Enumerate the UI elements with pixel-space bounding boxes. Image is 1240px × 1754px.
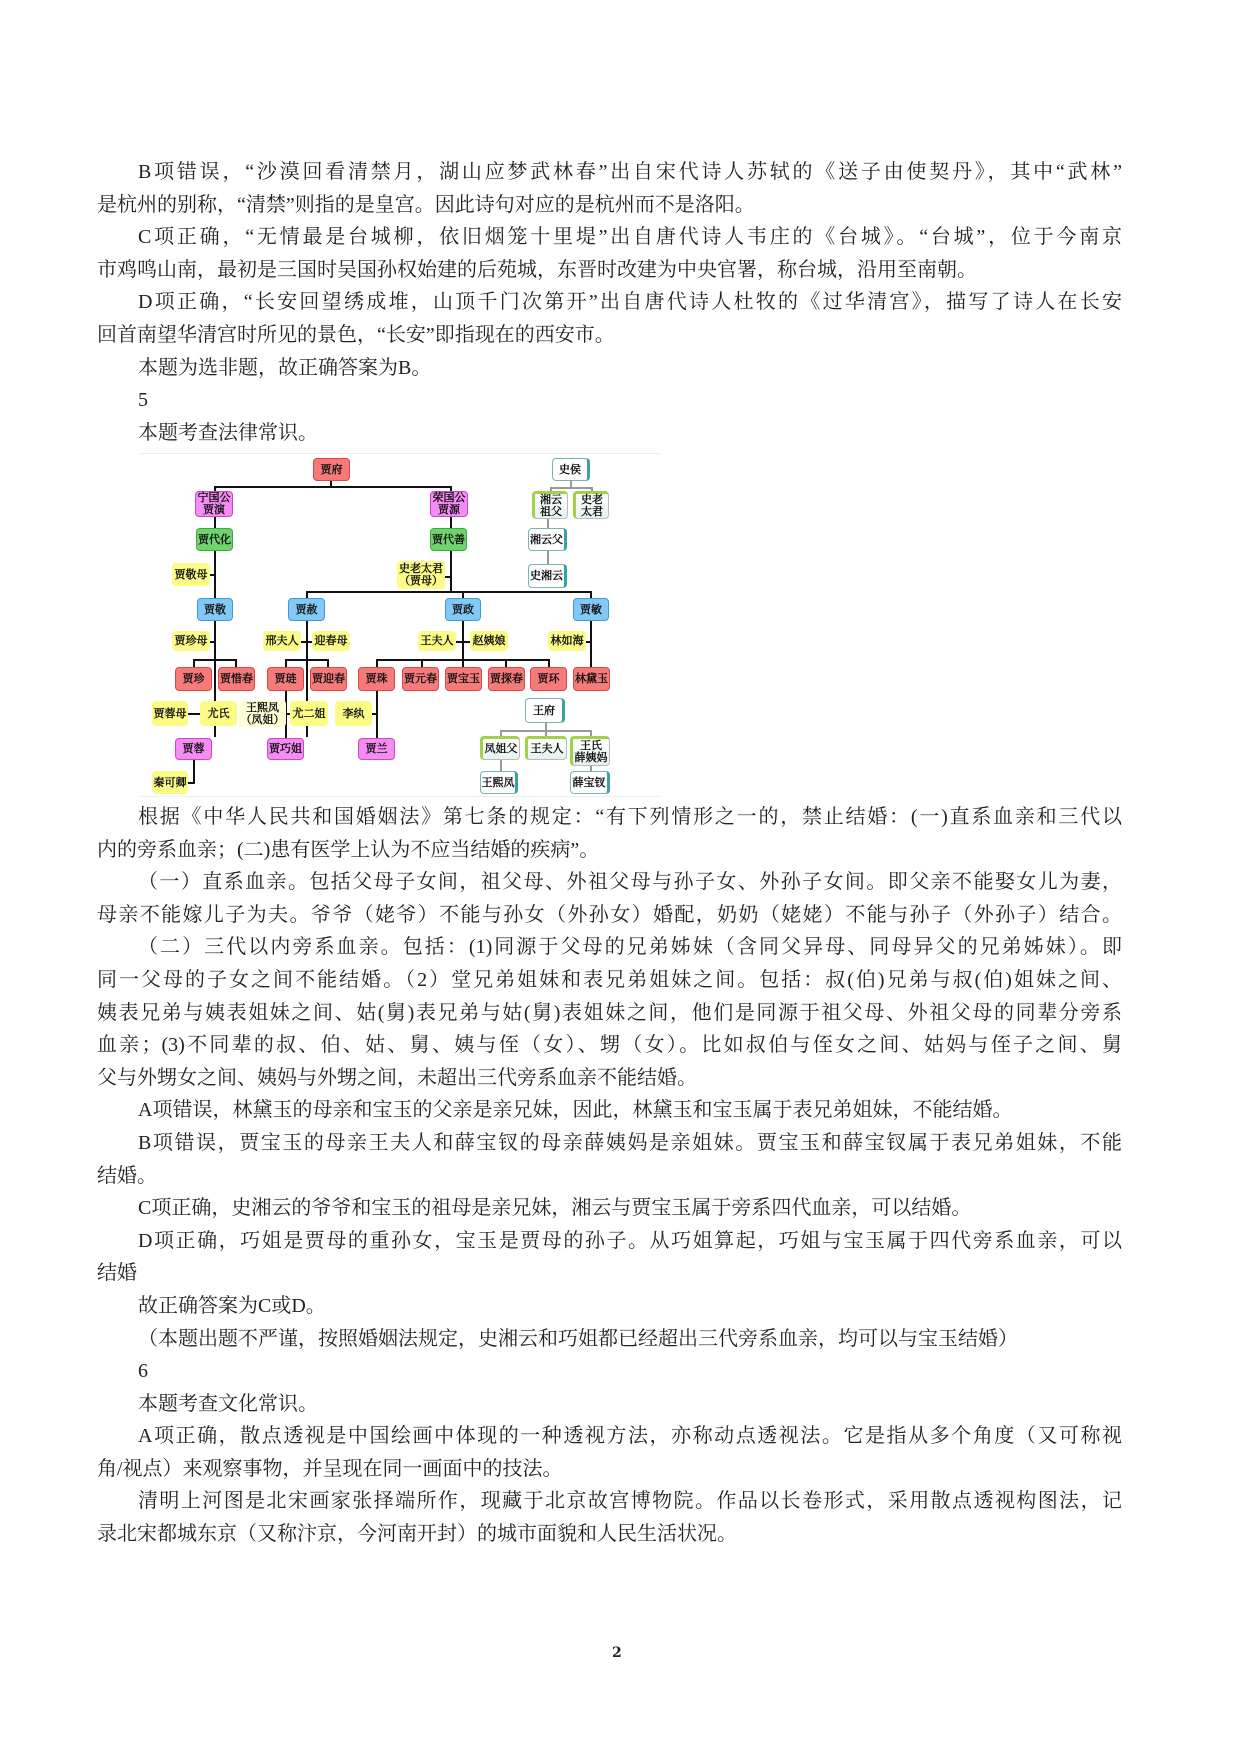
text-line: 清明上河图是北宋画家张择端所作，现藏于北京故宫博物院。作品以长卷形式，采用散点透视构图法，记 [138,1490,1122,1513]
node-wang-fu: 王府 [525,698,565,723]
text-line: C项正确，史湘云的爷爷和宝玉的祖母是亲兄妹，湘云与贾宝玉属于旁系四代血亲，可以结婚。 [138,1197,972,1220]
node-you-shi: 尤氏 [200,701,237,726]
text-line: 根据《中华人民共和国婚姻法》第七条的规定：“有下列情形之一的，禁止结婚：(一)直系血亲和三代以 [138,806,1122,828]
node-li-wan: 李纨 [335,701,372,726]
node-wang-xifeng: 王熙凤 [480,771,518,794]
node-xiangyun-grandfather: 湘云 祖父 [532,491,568,519]
text-line: （本题出题不严谨，按照婚姻法规定，史湘云和巧姐都已经超出三代旁系血亲，均可以与宝玉结婚） [138,1327,1018,1350]
text-line: 录北宋都城东京（又称汴京，今河南开封）的城市面貌和人民生活状况。 [97,1523,737,1546]
node-lady-wang-2: 王夫人 [525,736,567,760]
node-xue-baochai: 薛宝钗 [570,771,610,794]
node-jia-jing-mother: 贾敬母 [172,563,210,586]
text-line: 本题考查法律常识。 [138,421,318,444]
text-line: 本题考查文化常识。 [138,1392,318,1415]
page-number: 2 [612,1645,622,1661]
node-jia-huan: 贾环 [530,667,567,691]
node-shi-laotaijun: 史老 太君 [573,491,609,519]
text-line: （一）直系血亲。包括父母子女间，祖父母、外祖父母与孙子女、外孙子女间。即父亲不能娶女儿为妻， [138,871,1122,894]
text-line: B项错误，贾宝玉的母亲王夫人和薛宝钗的母亲薛姨妈是亲姐妹。贾宝玉和薛宝钗属于表兄弟姐妹，不能 [138,1131,1122,1154]
node-jia-daishan: 贾代善 [430,528,467,551]
text-line: 结婚 [97,1262,137,1285]
node-jia-yuanchun: 贾元春 [402,667,439,691]
node-shi-hou: 史侯 [552,458,590,481]
text-line: 角/视点）来观察事物，并呈现在同一画面中的技法。 [97,1457,563,1480]
node-ningguogong: 宁国公 贾演 [195,491,233,517]
node-wang-xifeng-fengjie: 王熙凤 （凤姐） [240,700,285,726]
node-jia-rong-mother: 贾蓉母 [152,701,188,726]
node-jia-lian: 贾琏 [267,667,304,691]
text-line: 故正确答案为C或D。 [138,1294,326,1317]
question-number: 5 [138,389,148,412]
node-jia-zhen-mother: 贾珍母 [172,631,210,651]
node-qin-keqing: 秦可卿 [152,771,188,794]
node-jia-jing: 贾敬 [197,598,233,621]
node-jia-xichun: 贾惜春 [218,667,255,691]
node-jia-yingchun: 贾迎春 [310,667,347,691]
answer-text-top [97,156,1122,449]
text-line: 血亲；(3)不同辈的叔、伯、姑、舅、姨与侄（女）、甥（女）。比如叔伯与侄女之间、姑妈与侄子之间、舅 [97,1034,1122,1057]
node-jia-zheng: 贾政 [445,598,481,621]
text-line: C项正确，“无情最是台城柳，依旧烟笼十里堤”出自唐代诗人韦庄的《台城》。“台城”，位于今南京 [138,226,1122,249]
text-line: 是杭州的别称，“清禁”则指的是皇宫。因此诗句对应的是杭州而不是洛阳。 [97,193,755,216]
node-you-erjie: 尤二姐 [290,701,328,726]
text-line: 本题为选非题，故正确答案为B。 [138,356,432,379]
node-jia-min: 贾敏 [573,598,609,621]
family-tree-diagram [140,453,660,797]
node-lady-xing: 邢夫人 [263,631,301,651]
node-rongguogong: 荣国公 贾源 [430,491,468,517]
node-jia-daihua: 贾代化 [196,528,233,551]
node-yingchun-mother: 迎春母 [312,631,350,651]
node-fengjie-father: 凤姐父 [480,736,520,760]
node-jia-zhen: 贾珍 [175,667,212,691]
text-line: A项正确，散点透视是中国绘画中体现的一种透视方法，亦称动点透视法。它是指从多个角度（又可称视 [138,1425,1122,1448]
text-line: 市鸡鸣山南，最初是三国时吴国孙权始建的后苑城，东晋时改建为中央官署，称台城，沿用至南朝。 [97,258,977,281]
node-jia-baoyu: 贾宝玉 [445,667,482,691]
text-line: 母亲不能嫁儿子为夫。爷爷（姥爷）不能与孙女（外孙女）婚配，奶奶（姥姥）不能与孙子（外孙子）结合。 [97,903,1122,926]
node-jia-zhu: 贾珠 [358,667,395,691]
text-line: B项错误，“沙漠回看清禁月，湖山应梦武林春”出自宋代诗人苏轼的《送子由使契丹》，其中“武林” [138,161,1122,183]
node-jia-qiaojie: 贾巧姐 [267,738,304,760]
text-line: D项正确，巧姐是贾母的重孙女，宝玉是贾母的孙子。从巧姐算起，巧姐与宝玉属于四代旁系血亲，可以 [138,1229,1122,1252]
question-number: 6 [138,1360,148,1383]
node-jia-lan: 贾兰 [358,738,395,760]
text-line: 姨表兄弟与姨表姐妹之间、姑(舅)表兄弟与姑(舅)表姐妹之间，他们是同源于祖父母、外祖父母的同辈分旁系 [97,1001,1122,1024]
node-concubine-zhao: 赵姨娘 [470,631,508,651]
text-line: A项错误，林黛玉的母亲和宝玉的父亲是亲兄妹，因此，林黛玉和宝玉属于表兄弟姐妹，不能结婚。 [138,1099,1013,1122]
node-jia-tanchun: 贾探春 [488,667,525,691]
text-line: 结婚。 [97,1164,157,1187]
node-jia-fu: 贾府 [313,458,350,481]
text-line: 内的旁系血亲；(二)患有医学上认为不应当结婚的疾病”。 [97,838,600,861]
answer-text-bottom [97,801,1122,1551]
node-grandmother-jia: 史老太君 （贾母） [399,562,443,587]
text-line: （二）三代以内旁系血亲。包括：(1)同源于父母的兄弟姊妹（含同父异母、同母异父的兄弟姊妹）。即 [138,936,1122,959]
node-lin-ruhai: 林如海 [548,631,586,651]
node-xiangyun-father: 湘云父 [528,528,567,551]
text-line: D项正确，“长安回望绣成堆，山顶千门次第开”出自唐代诗人杜牧的《过华清宫》，描写了诗人在长安 [138,291,1122,314]
node-aunt-xue: 王氏 薛姨妈 [570,736,610,766]
node-shi-xiangyun: 史湘云 [528,564,567,588]
node-lin-daiyu: 林黛玉 [573,667,610,691]
text-line: 父与外甥女之间、姨妈与外甥之间，未超出三代旁系血亲不能结婚。 [97,1066,697,1089]
node-jia-rong: 贾蓉 [175,738,212,760]
text-line: 同一父母的子女之间不能结婚。（2）堂兄弟姐妹和表兄弟姐妹之间。包括：叔(伯)兄弟与叔(伯)姐妹之间、 [97,968,1122,991]
node-jia-she: 贾赦 [288,598,325,621]
text-line: 回首南望华清宫时所见的景色，“长安”即指现在的西安市。 [97,323,615,346]
node-lady-wang: 王夫人 [418,631,456,651]
